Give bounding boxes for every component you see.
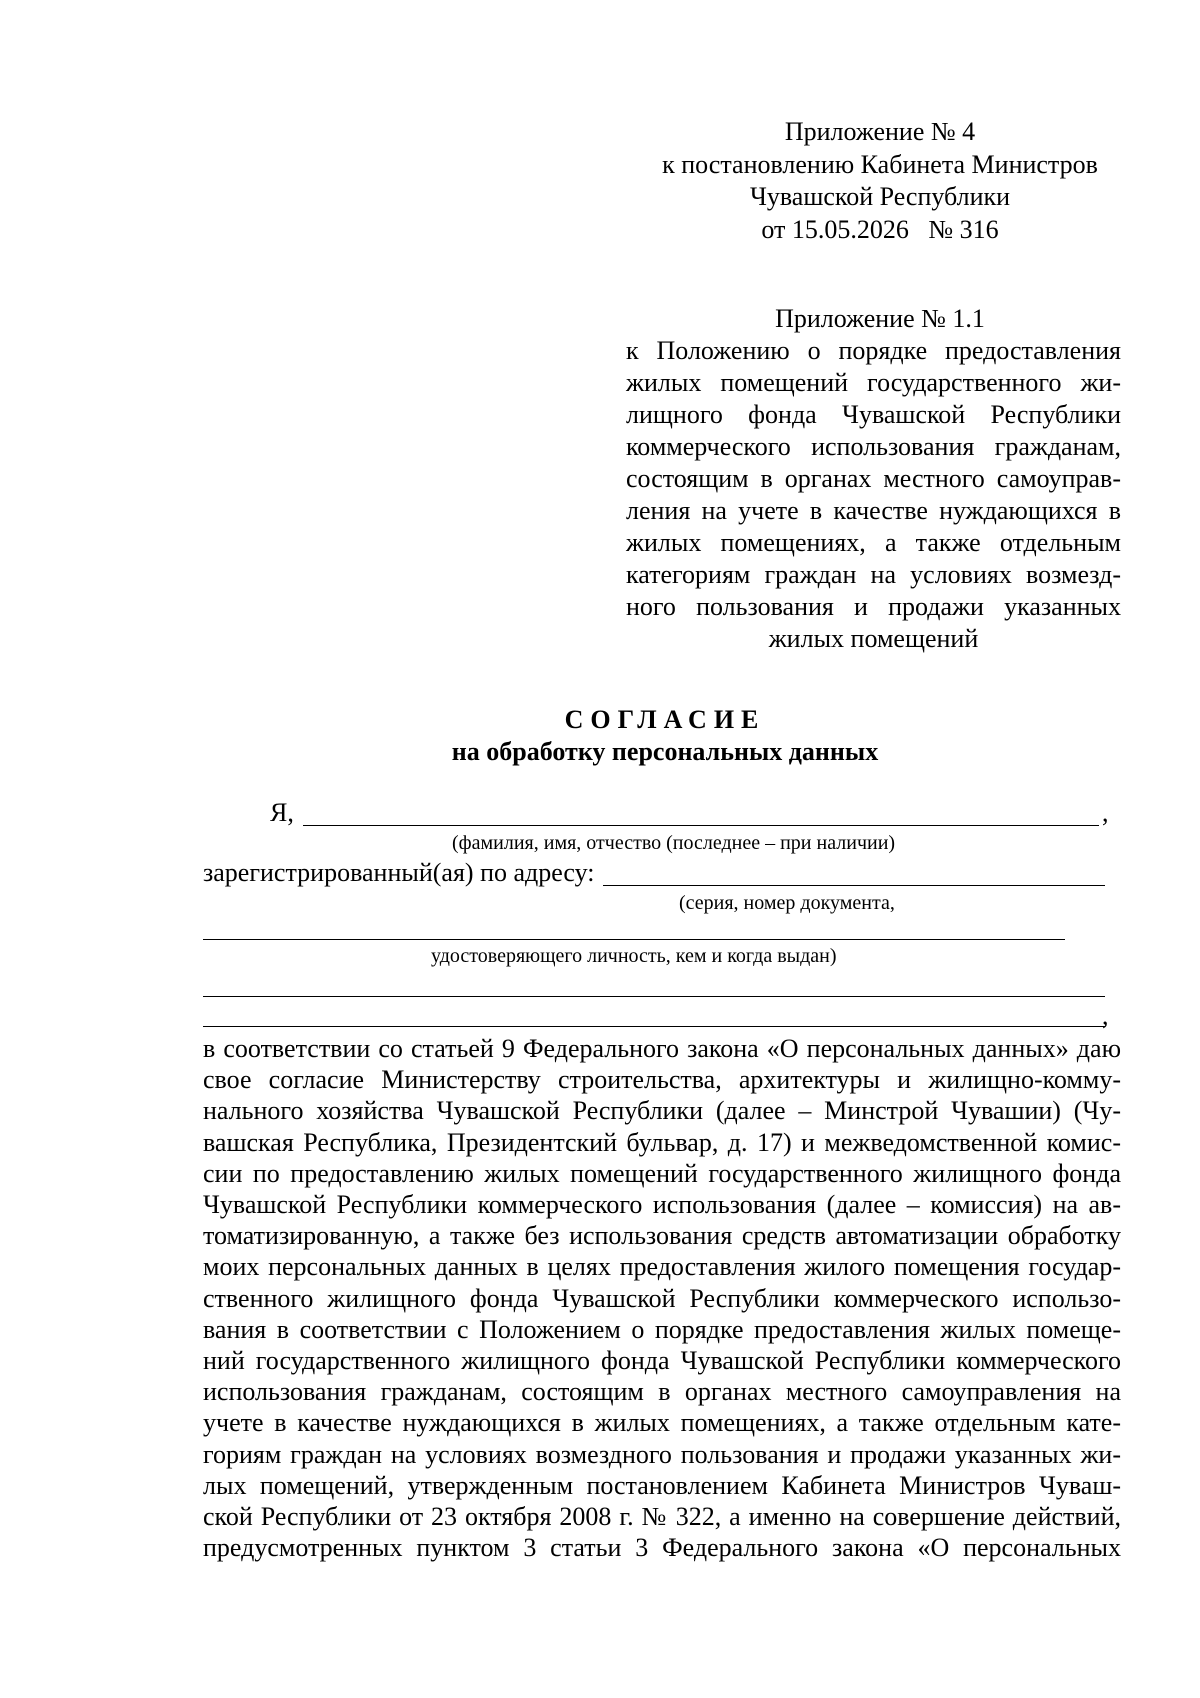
appendix-4-resolution: к постановлению Кабинета Министров bbox=[662, 149, 1098, 179]
appendix-1-1-line: жилых помещений государственного жи- bbox=[626, 368, 1121, 397]
appendix-4-block bbox=[640, 116, 1120, 246]
i-label: Я, bbox=[270, 798, 294, 827]
body-text-line: гориям граждан на условиях возмездного пользования и продажи указанных жи- bbox=[203, 1439, 1121, 1469]
appendix-1-1-last-line: жилых помещений bbox=[768, 624, 979, 653]
body-text-line: использования гражданам, состоящим в органах местного самоуправления на bbox=[203, 1377, 1121, 1407]
appendix-1-1-line: лищного фонда Чувашской Республики bbox=[626, 400, 1121, 429]
extra-comma: , bbox=[1102, 1001, 1109, 1030]
body-text-line: Чувашской Республики коммерческого использования (далее – комиссия) на ав- bbox=[203, 1190, 1121, 1219]
appendix-1-1-line: ного пользования и продажи указанных bbox=[626, 592, 1121, 621]
appendix-1-1-line: состоящим в органах местного самоуправ- bbox=[626, 464, 1121, 493]
consent-subtitle: на обработку персональных данных bbox=[451, 737, 879, 766]
body-text-line: в соответствии со статьей 9 Федерального закона «О персональных данных» даю bbox=[203, 1034, 1121, 1063]
appendix-4-republic: Чувашской Республики bbox=[749, 182, 1011, 211]
extra-field-line-1[interactable] bbox=[203, 996, 1105, 997]
full-name-field-line[interactable] bbox=[303, 825, 1099, 826]
body-text-line: свое согласие Министерству строительства, архитектуры и жилищно-комму- bbox=[203, 1065, 1121, 1095]
body-text-line: ственного жилищного фонда Чувашской Республики коммерческого использо- bbox=[203, 1283, 1121, 1313]
body-text-line: учете в качестве нуждающихся в жилых помещениях, а также отдельным кате- bbox=[203, 1408, 1121, 1438]
body-text-line: предусмотренных пунктом 3 статьи 3 Федерального закона «О персональных bbox=[203, 1533, 1121, 1563]
full-name-hint: (фамилия, имя, отчество (последнее – при наличии) bbox=[452, 832, 896, 854]
appendix-1-1-title: Приложение № 1.1 bbox=[775, 304, 985, 333]
address-field-line[interactable] bbox=[603, 885, 1105, 886]
consent-title: СОГЛАСИЕ bbox=[564, 705, 766, 734]
body-text-line: сии по предоставлению жилых помещений государственного жилищного фонда bbox=[203, 1158, 1121, 1188]
appendix-1-1-line: категориям граждан на условиях возмезд- bbox=[626, 560, 1121, 589]
name-comma: , bbox=[1102, 798, 1109, 827]
body-text-line: вашская Республика, Президентский бульвар, д. 17) и межведомственной комис- bbox=[203, 1127, 1121, 1157]
body-text-line: ской Республики от 23 октября 2008 г. № 322, а именно на совершение действий, bbox=[203, 1502, 1121, 1531]
appendix-1-1-line: жилых помещениях, а также отдельным bbox=[626, 528, 1121, 557]
appendix-4-date-number: от 15.05.2026 № 316 bbox=[761, 214, 999, 244]
body-text-line: вания в соответствии с Положением о порядке предоставления жилых помеще- bbox=[203, 1314, 1121, 1344]
body-text-line: лых помещений, утвержденным постановлением Кабинета Министров Чуваш- bbox=[203, 1470, 1121, 1500]
appendix-1-1-line: к Положению о порядке предоставления bbox=[626, 336, 1121, 365]
extra-field-line-2[interactable] bbox=[203, 1026, 1105, 1027]
body-text-line: томатизированную, а также без использования средств автоматизации обработку bbox=[203, 1221, 1121, 1251]
appendix-4-title: Приложение № 4 bbox=[784, 117, 976, 146]
document-hint-2: удостоверяющего личность, кем и когда выдан) bbox=[431, 945, 837, 967]
appendix-1-1-line: ления на учете в качестве нуждающихся в bbox=[626, 496, 1121, 525]
appendix-1-1-line: коммерческого использования гражданам, bbox=[626, 432, 1121, 461]
body-text-line: моих персональных данных в целях предоставления жилого помещения государ- bbox=[203, 1252, 1121, 1282]
address-label: зарегистрированный(ая) по адресу: bbox=[203, 858, 595, 887]
body-text-line: нального хозяйства Чувашской Республики (далее – Минстрой Чувашии) (Чу- bbox=[203, 1096, 1121, 1126]
document-field-line[interactable] bbox=[203, 939, 1065, 940]
document-hint-1: (серия, номер документа, bbox=[679, 892, 895, 914]
body-text-line: ний государственного жилищного фонда Чувашской Республики коммерческого bbox=[203, 1346, 1121, 1375]
